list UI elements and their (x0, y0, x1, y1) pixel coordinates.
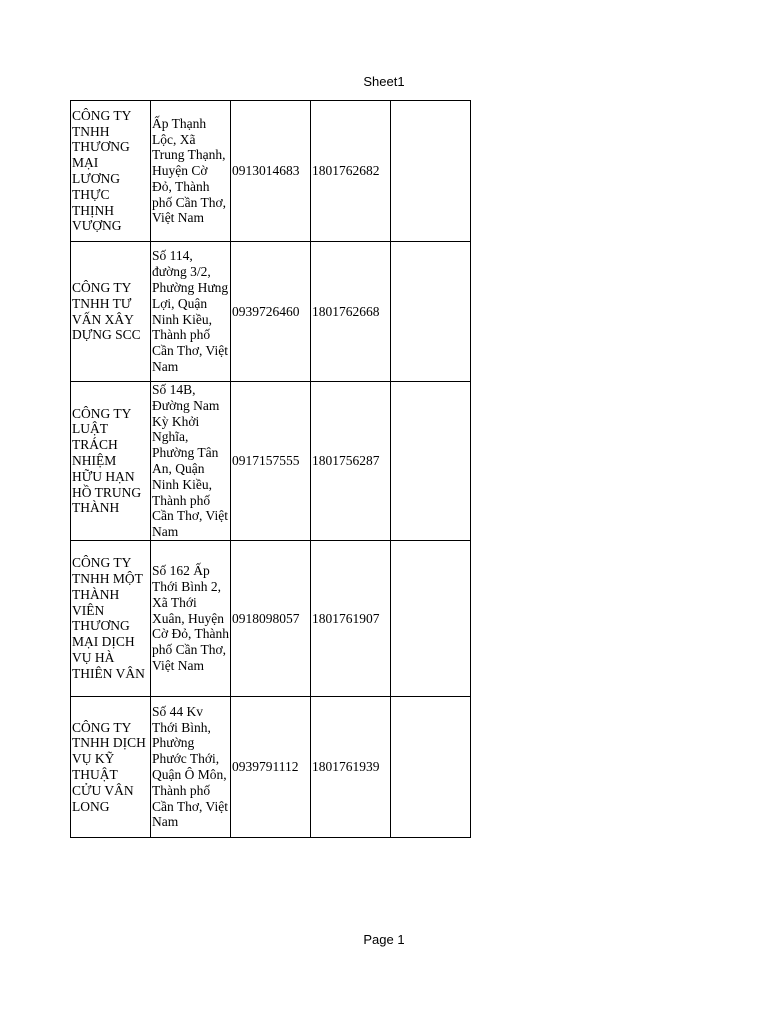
address-cell[interactable]: Ấp Thạnh Lộc, Xã Trung Thạnh, Huyện Cờ Đỏ, Thành phố Cần Thơ, Việt Nam (151, 101, 231, 242)
phone-cell[interactable]: 0939726460 (231, 242, 311, 382)
empty-cell[interactable] (391, 696, 471, 837)
phone-cell[interactable]: 0913014683 (231, 101, 311, 242)
table-row (71, 696, 471, 837)
table-row (71, 540, 471, 696)
address-cell[interactable]: Số 162 Ấp Thới Bình 2, Xã Thới Xuân, Huyện Cờ Đỏ, Thành phố Cần Thơ, Việt Nam (151, 540, 231, 696)
company-name-cell[interactable]: CÔNG TY TNHH MỘT THÀNH VIÊN THƯƠNG MẠI DỊCH VỤ HÀ THIÊN VÂN (71, 540, 151, 696)
empty-cell[interactable] (391, 382, 471, 541)
tax-code-cell[interactable]: 1801762668 (311, 242, 391, 382)
company-name-cell[interactable]: CÔNG TY TNHH TƯ VẤN XÂY DỰNG SCC (71, 242, 151, 382)
phone-cell[interactable]: 0917157555 (231, 382, 311, 541)
tax-code-cell[interactable]: 1801762682 (311, 101, 391, 242)
phone-cell[interactable]: 0918098057 (231, 540, 311, 696)
empty-cell[interactable] (391, 101, 471, 242)
table-row (71, 242, 471, 382)
company-name-cell[interactable]: CÔNG TY LUẬT TRÁCH NHIỆM HỮU HẠN HỒ TRUNG THÀNH (71, 382, 151, 541)
tax-code-cell[interactable]: 1801761907 (311, 540, 391, 696)
empty-cell[interactable] (391, 242, 471, 382)
address-cell[interactable]: Số 14B, Đường Nam Kỳ Khởi Nghĩa, Phường Tân An, Quận Ninh Kiều, Thành phố Cần Thơ, Việt Nam (151, 382, 231, 541)
address-cell[interactable]: Số 114, đường 3/2, Phường Hưng Lợi, Quận Ninh Kiều, Thành phố Cần Thơ, Việt Nam (151, 242, 231, 382)
tax-code-cell[interactable]: 1801756287 (311, 382, 391, 541)
company-name-cell[interactable]: CÔNG TY TNHH THƯƠNG MẠI LƯƠNG THỰC THỊNH VƯỢNG (71, 101, 151, 242)
empty-cell[interactable] (391, 540, 471, 696)
page-footer: Page 1 (363, 932, 405, 947)
phone-cell[interactable]: 0939791112 (231, 696, 311, 837)
address-cell[interactable]: Số 44 Kv Thới Bình, Phường Phước Thới, Quận Ô Môn, Thành phố Cần Thơ, Việt Nam (151, 696, 231, 837)
table-row (71, 382, 471, 541)
company-name-cell[interactable]: CÔNG TY TNHH DỊCH VỤ KỸ THUẬT CỬU VÂN LONG (71, 696, 151, 837)
sheet-title: Sheet1 (363, 74, 405, 89)
company-table (70, 100, 471, 838)
table-row (71, 101, 471, 242)
tax-code-cell[interactable]: 1801761939 (311, 696, 391, 837)
